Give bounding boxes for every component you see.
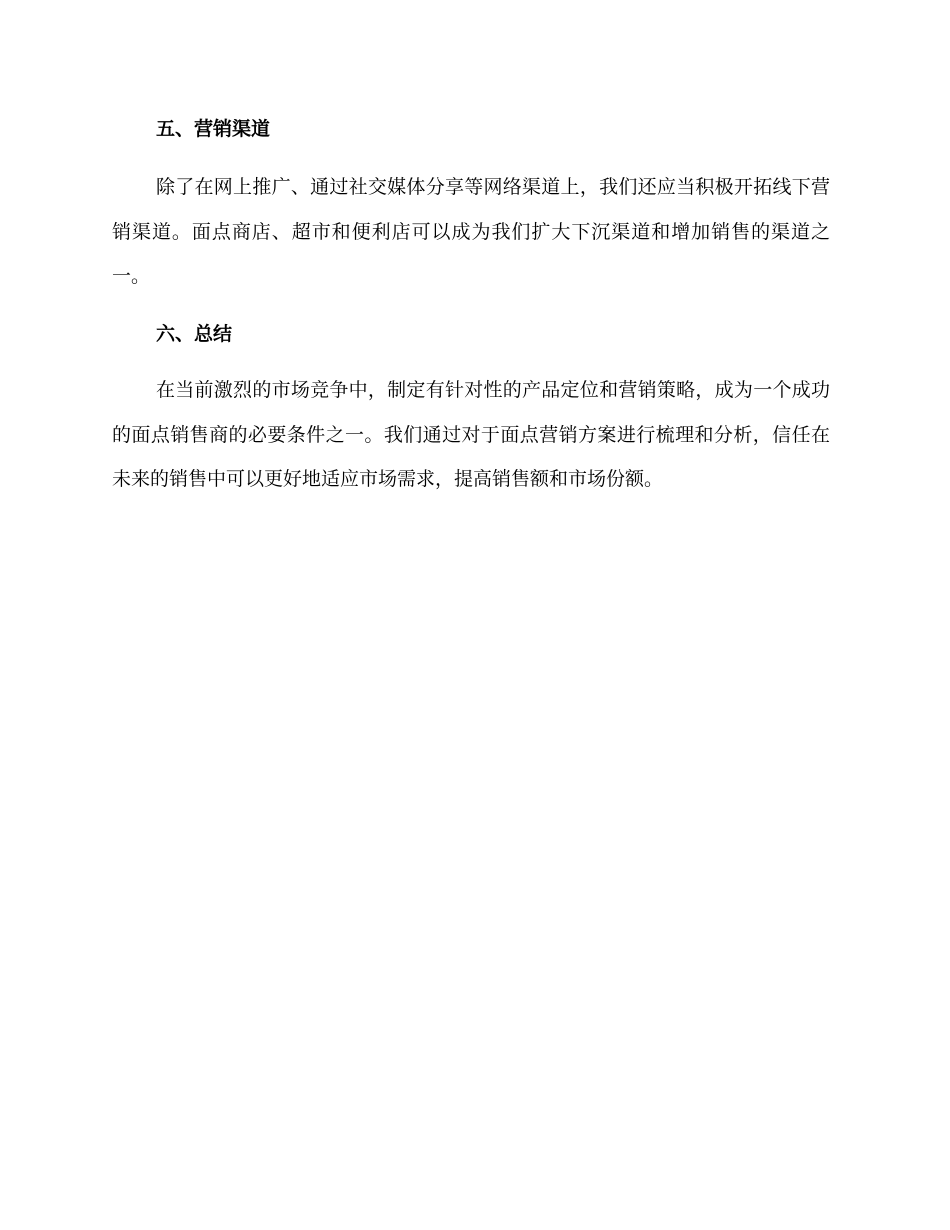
section-body-summary: 在当前激烈的市场竞争中，制定有针对性的产品定位和营销策略，成为一个成功的面点销售商的必要条件之一。我们通过对于面点营销方案进行梳理和分析，信任在未来的销售中可以更好地适应市场需求，提高销售额和市场份额。: [112, 379, 830, 490]
section-heading-marketing-channels: 五、营销渠道: [156, 118, 271, 140]
section-heading-summary: 六、总结: [156, 323, 233, 345]
section-body-marketing-channels: 除了在网上推广、通过社交媒体分享等网络渠道上，我们还应当积极开拓线下营销渠道。面点商店、超市和便利店可以成为我们扩大下沉渠道和增加销售的渠道之一。: [112, 176, 830, 287]
